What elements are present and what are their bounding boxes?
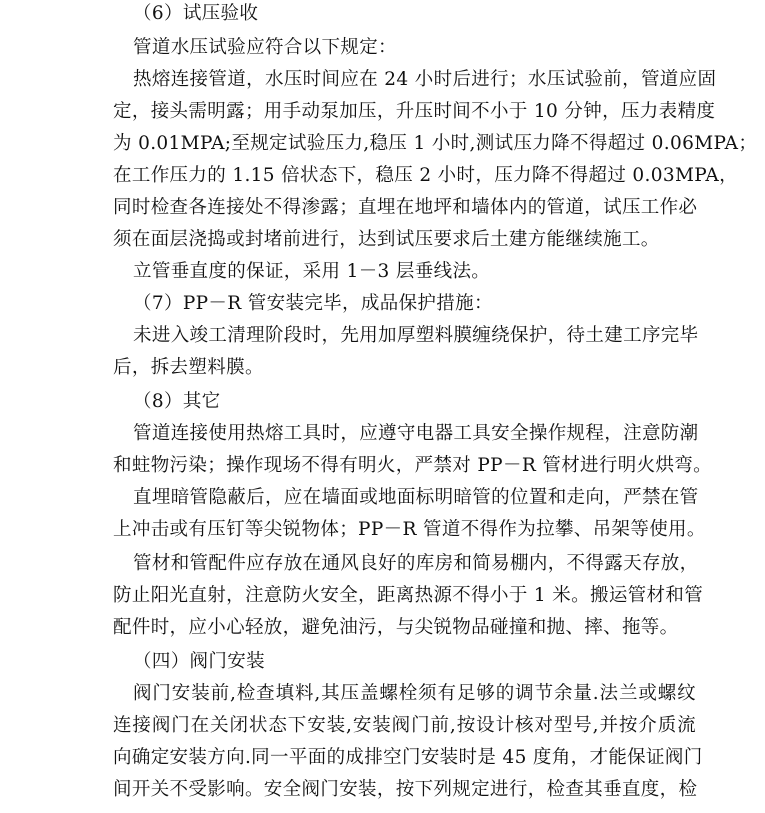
paragraph-line: 未进入竣工清理阶段时，先用加厚塑料膜缠绕保护，待土建工序完毕 bbox=[133, 325, 699, 346]
paragraph-line: 连接阀门在关闭状态下安装,安装阀门前,按设计核对型号,并按介质流 bbox=[113, 715, 696, 736]
paragraph-line: 定，接头需明露；用手动泵加压，升压时间不小于 10 分钟，压力表精度 bbox=[113, 101, 716, 122]
paragraph-line: 热熔连接管道，水压时间应在 24 小时后进行；水压试验前，管道应固 bbox=[133, 69, 717, 90]
paragraph-line: 直埋暗管隐蔽后，应在墙面或地面标明暗管的位置和走向，严禁在管 bbox=[133, 487, 699, 508]
paragraph-line: 后，拆去塑料膜。 bbox=[113, 357, 264, 378]
paragraph-line: 上冲击或有压钉等尖锐物体；PP－R 管道不得作为拉攀、吊架等使用。 bbox=[113, 519, 706, 540]
heading-8: （8）其它 bbox=[133, 391, 221, 412]
paragraph-line: 同时检查各连接处不得渗露；直埋在地坪和墙体内的管道，试压工作必 bbox=[113, 197, 698, 218]
heading-four: （四）阀门安装 bbox=[133, 651, 265, 672]
paragraph-line: 立管垂直度的保证，采用 1－3 层垂线法。 bbox=[133, 261, 491, 282]
paragraph-line: 在工作压力的 1.15 倍状态下，稳压 2 小时，压力降不得超过 0.03MPA， bbox=[113, 165, 738, 186]
paragraph-line: 须在面层浇捣或封堵前进行，达到试压要求后土建方能继续施工。 bbox=[113, 229, 660, 250]
paragraph-line: 和蛀物污染；操作现场不得有明火，严禁对 PP－R 管材进行明火烘弯。 bbox=[113, 455, 712, 476]
paragraph-line: 阀门安装前,检查填料,其压盖螺栓须有足够的调节余量.法兰或螺纹 bbox=[133, 683, 696, 704]
paragraph-line: 管材和管配件应存放在通风良好的库房和简易棚内，不得露天存放， bbox=[133, 553, 699, 574]
paragraph-line: 防止阳光直射，注意防火安全，距离热源不得小于 1 米。搬运管材和管 bbox=[113, 585, 704, 606]
paragraph-line: 管道连接使用热熔工具时，应遵守电器工具安全操作规程，注意防潮 bbox=[133, 423, 699, 444]
heading-6: （6）试压验收 bbox=[133, 3, 259, 24]
heading-7: （7）PP－R 管安装完毕，成品保护措施： bbox=[133, 293, 493, 314]
paragraph-line: 向确定安装方向.同一平面的成排空门安装时是 45 度角，才能保证阀门 bbox=[113, 747, 703, 768]
paragraph-line: 管道水压试验应符合以下规定： bbox=[133, 37, 397, 58]
paragraph-line: 为 0.01MPA;至规定试验压力,稳压 1 小时,测试压力降不得超过 0.06MPA； bbox=[113, 133, 758, 154]
paragraph-line: 配件时，应小心轻放，避免油污，与尖锐物品碰撞和抛、摔、拖等。 bbox=[113, 617, 679, 638]
paragraph-line: 间开关不受影响。安全阀门安装，按下列规定进行，检查其垂直度，检 bbox=[113, 779, 698, 800]
